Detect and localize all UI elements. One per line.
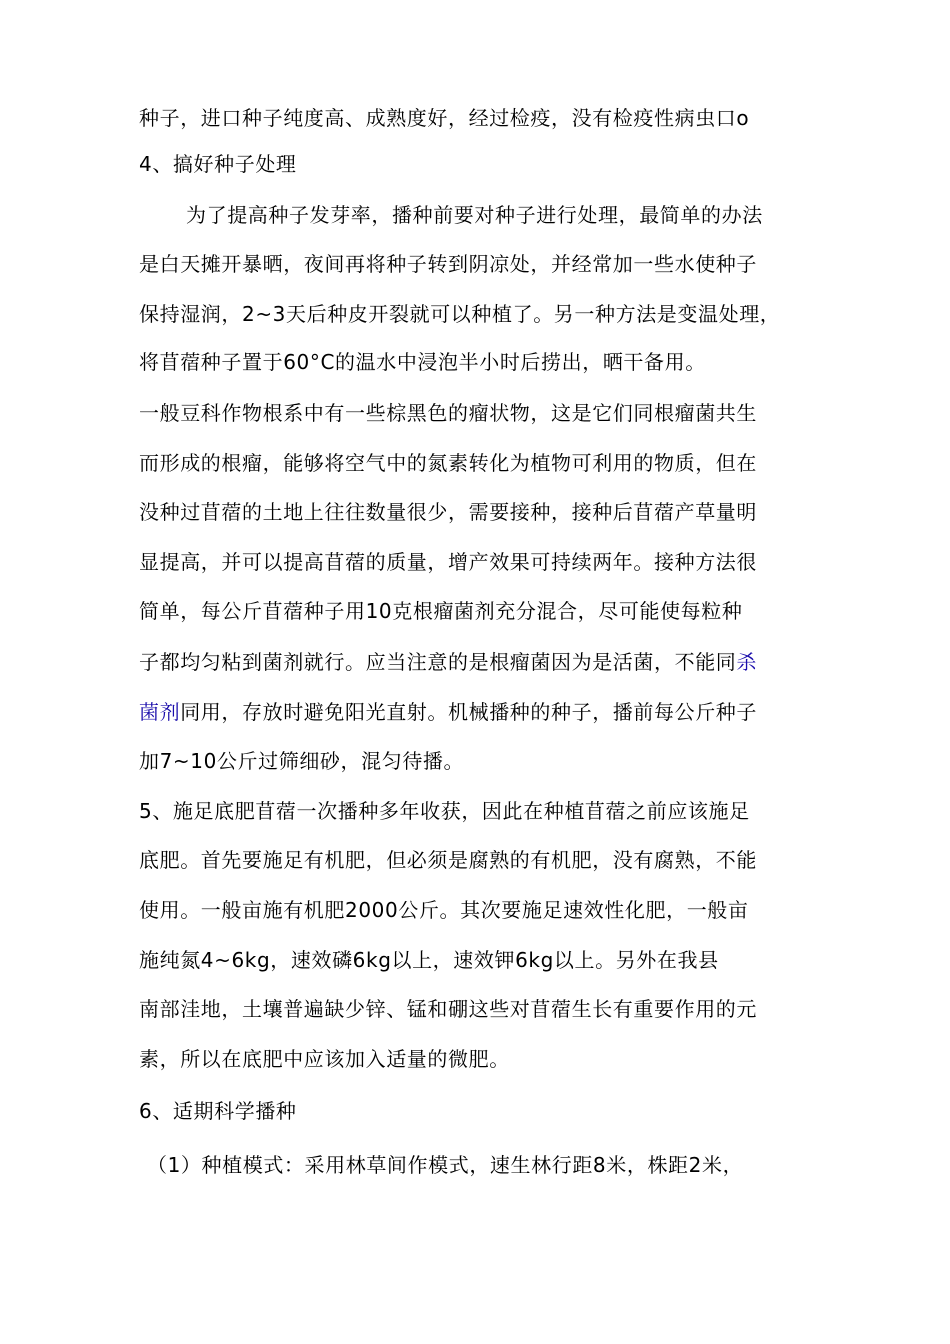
text-line <box>139 697 757 727</box>
text-line: 将苜蓿种子置于60°C的温水中浸泡半小时后捞出，晒干备用。 <box>139 350 706 374</box>
section-heading: 4、搞好种子处理 <box>139 152 297 176</box>
section-heading: 5、施足底肥苜蓿一次播种多年收获，因此在种植苜蓿之前应该施足 <box>139 799 750 823</box>
text-line: 没种过苜蓿的土地上往往数量很少，需要接种，接种后苜蓿产草量明 <box>139 500 757 524</box>
section-heading: 6、适期科学播种 <box>139 1099 297 1123</box>
text-line: 简单，每公斤苜蓿种子用10克根瘤菌剂充分混合，尽可能使每粒种 <box>139 599 743 623</box>
text-line: 而形成的根瘤，能够将空气中的氮素转化为植物可利用的物质，但在 <box>139 451 757 475</box>
text-segment: 同用，存放时避免阳光直射。机械播种的种子，播前每公斤种子 <box>180 700 758 724</box>
text-line <box>139 647 757 677</box>
text-line: 素，所以在底肥中应该加入适量的微肥。 <box>139 1047 510 1071</box>
text-line: （1）种植模式：采用林草间作模式，速生林行距8米，株距2米， <box>147 1153 744 1177</box>
text-line: 种子，进口种子纯度高、成熟度好，经过检疫，没有检疫性病虫口o <box>139 106 750 130</box>
fungicide-link[interactable]: 杀 <box>736 650 758 674</box>
text-line: 使用。一般亩施有机肥2000公斤。其次要施足速效性化肥，一般亩 <box>139 898 749 922</box>
text-segment: 子都均匀粘到菌剂就行。应当注意的是根瘤菌因为是活菌，不能同 <box>139 650 737 674</box>
text-line: 为了提高种子发芽率，播种前要对种子进行处理，最简单的办法 <box>186 203 763 227</box>
text-line: 南部洼地，土壤普遍缺少锌、锰和硼这些对苜蓿生长有重要作用的元 <box>139 997 757 1021</box>
text-line: 是白天摊开暴晒，夜间再将种子转到阴凉处，并经常加一些水使种子 <box>139 252 757 276</box>
text-line: 加7~10公斤过筛细砂，混匀待播。 <box>139 749 465 773</box>
text-line: 施纯氮4~6kg，速效磷6kg以上，速效钾6kg以上。另外在我县 <box>139 948 719 972</box>
text-line: 显提高，并可以提高苜蓿的质量，增产效果可持续两年。接种方法很 <box>139 550 757 574</box>
text-line: 底肥。首先要施足有机肥，但必须是腐熟的有机肥，没有腐熟，不能 <box>139 848 757 872</box>
text-line: 保持湿润，2~3天后种皮开裂就可以种植了。另一种方法是变温处理， <box>139 302 781 326</box>
fungicide-link-continued[interactable]: 菌剂 <box>139 700 181 724</box>
text-line: 一般豆科作物根系中有一些棕黑色的瘤状物，这是它们同根瘤菌共生 <box>139 401 757 425</box>
